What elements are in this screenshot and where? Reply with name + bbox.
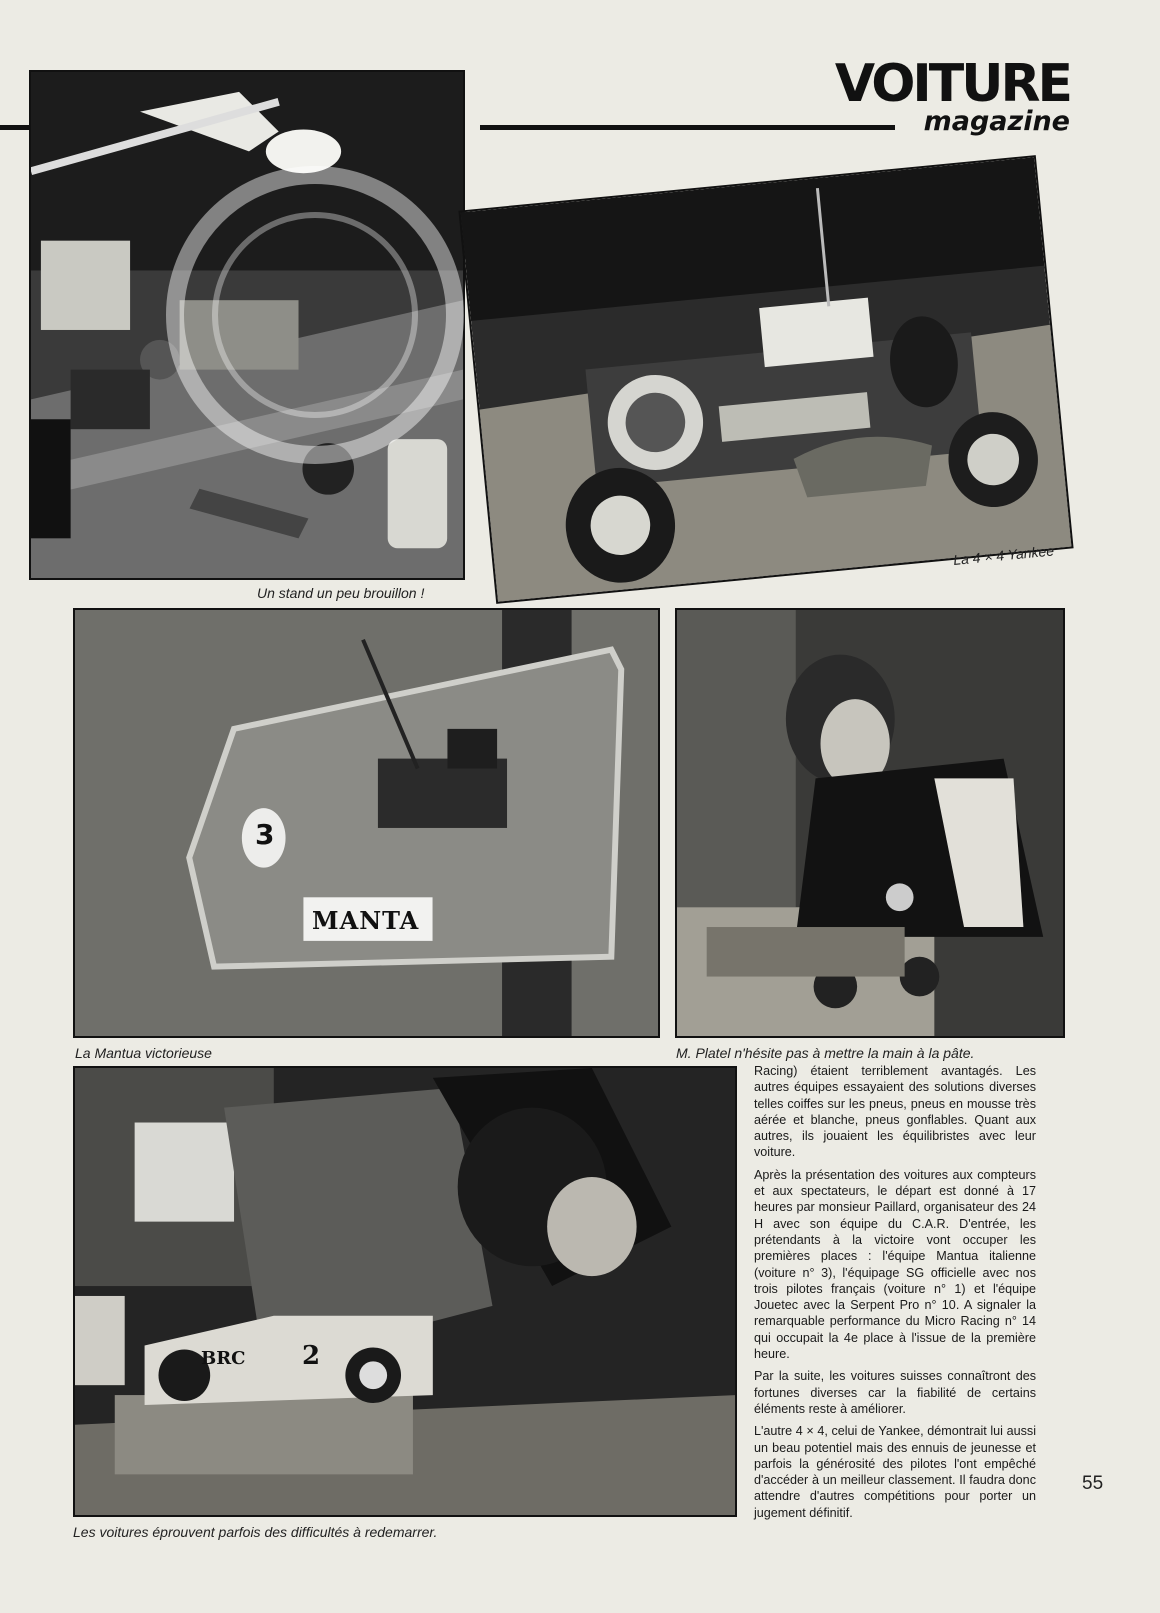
mantua-number: 3 — [255, 818, 275, 851]
magazine-logo — [830, 54, 1070, 148]
article-paragraph-2: Après la présentation des voitures aux compteurs et aux spectateurs, le départ est donné à 17 heures par monsieur Paillard, organisateur des 24 H avec son équipe du C.A.R. D'entrée, les prétendants à la victoire vont occuper les premières places : l'équipe Mantua italienne (voiture n° 3), l'équipage SG officielle avec nos trois pilotes français (voiture n° 1) et l'équipe Jouetec avec la Serpent Pro n° 10. A signaler la remarquable performance du Micro Racing n° 14 qui occupait la 4e place à l'issue de la première heure. — [754, 1167, 1036, 1362]
article-paragraph-1: Racing) étaient terriblement avantagés. Les autres équipes essayaient des solutions diverses telles coiffes sur les pneus, pneus en mousse très aérée et blanche, pneus gonflables. Quant aux autres, ils jouaient les équilibristes avec leur voiture. — [754, 1064, 1036, 1160]
photo-yankee — [458, 155, 1073, 604]
yankee-photo-image — [461, 157, 1072, 601]
mantua-sign: MANTA — [312, 906, 420, 935]
restart-photo-image — [75, 1068, 735, 1515]
caption-platel: M. Platel n'hésite pas à mettre la main à la pâte. — [676, 1045, 975, 1061]
article-body — [754, 1063, 1036, 1527]
logo-subtitle: magazine — [923, 106, 1070, 137]
article-paragraph-4: L'autre 4 × 4, celui de Yankee, démontrait lui aussi un beau potentiel mais des ennuis de jeunesse et parfois la générosité des pilotes l'ont empêché d'accéder à un meilleur classement. Il faudra donc attendre d'autres compétitions pour porter un jugement définitif. — [754, 1424, 1036, 1520]
stand-photo-image — [31, 72, 463, 578]
header-rule-left — [0, 125, 29, 130]
photo-mantua — [73, 608, 660, 1038]
photo-stand — [29, 70, 465, 580]
caption-restart: Les voitures éprouvent parfois des difficultés à redemarrer. — [73, 1524, 438, 1540]
platel-photo-image — [677, 610, 1063, 1036]
logo-title: VOITURE — [834, 54, 1070, 114]
article-paragraph-3: Par la suite, les voitures suisses connaîtront des fortunes diverses car la fiabilité de certains éléments reste à améliorer. — [754, 1369, 1036, 1416]
caption-stand: Un stand un peu brouillon ! — [257, 585, 425, 601]
restart-number: 2 — [302, 1341, 321, 1371]
restart-brand-label: BRC — [201, 1348, 246, 1369]
photo-restart — [73, 1066, 737, 1517]
mantua-photo-image — [75, 610, 658, 1036]
photo-platel — [675, 608, 1065, 1038]
caption-yankee: La 4 × 4 Yankee — [952, 542, 1055, 568]
page-number: 55 — [1082, 1473, 1104, 1494]
caption-mantua: La Mantua victorieuse — [75, 1045, 212, 1061]
